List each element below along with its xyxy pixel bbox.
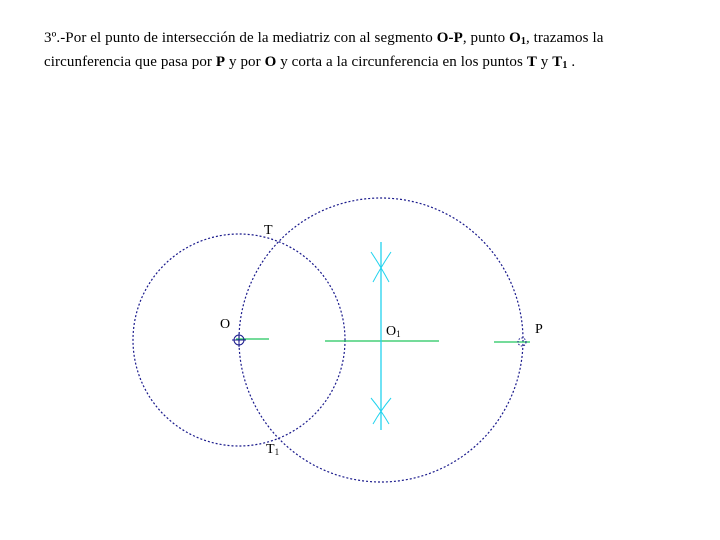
point-t1-label: $T_1$	[552, 54, 568, 71]
point-p-label: P	[215, 54, 226, 70]
arc-cross-top-right	[373, 252, 391, 282]
label-t1: T1	[266, 442, 280, 457]
label-o: O	[220, 317, 231, 332]
point-o-label: O	[264, 54, 277, 70]
label-o1: O1	[386, 324, 401, 339]
label-t: T	[264, 223, 273, 238]
caption-text-1: 3º.-Por el punto de intersección de la mediatriz con al segmento	[44, 30, 437, 46]
label-p: P	[535, 322, 543, 337]
point-o1-label: $O_1$	[509, 30, 526, 47]
point-t-label: T	[526, 54, 537, 70]
arc-cross-bottom-right	[373, 398, 391, 424]
arc-cross-top-left	[371, 252, 389, 282]
caption-text-6: y	[536, 54, 553, 70]
caption-text-2: , punto	[462, 30, 510, 46]
caption-text-4: y por	[225, 54, 265, 70]
segment-label: O-P	[436, 30, 463, 46]
caption-text-5: y corta a la circunferencia en los puntos	[276, 54, 527, 70]
caption-text-3: , trazamos la circunferencia que pasa por	[44, 30, 604, 70]
point-o-marker	[232, 333, 246, 347]
caption-text-7: .	[567, 54, 576, 70]
arc-cross-bottom-left	[371, 398, 389, 424]
